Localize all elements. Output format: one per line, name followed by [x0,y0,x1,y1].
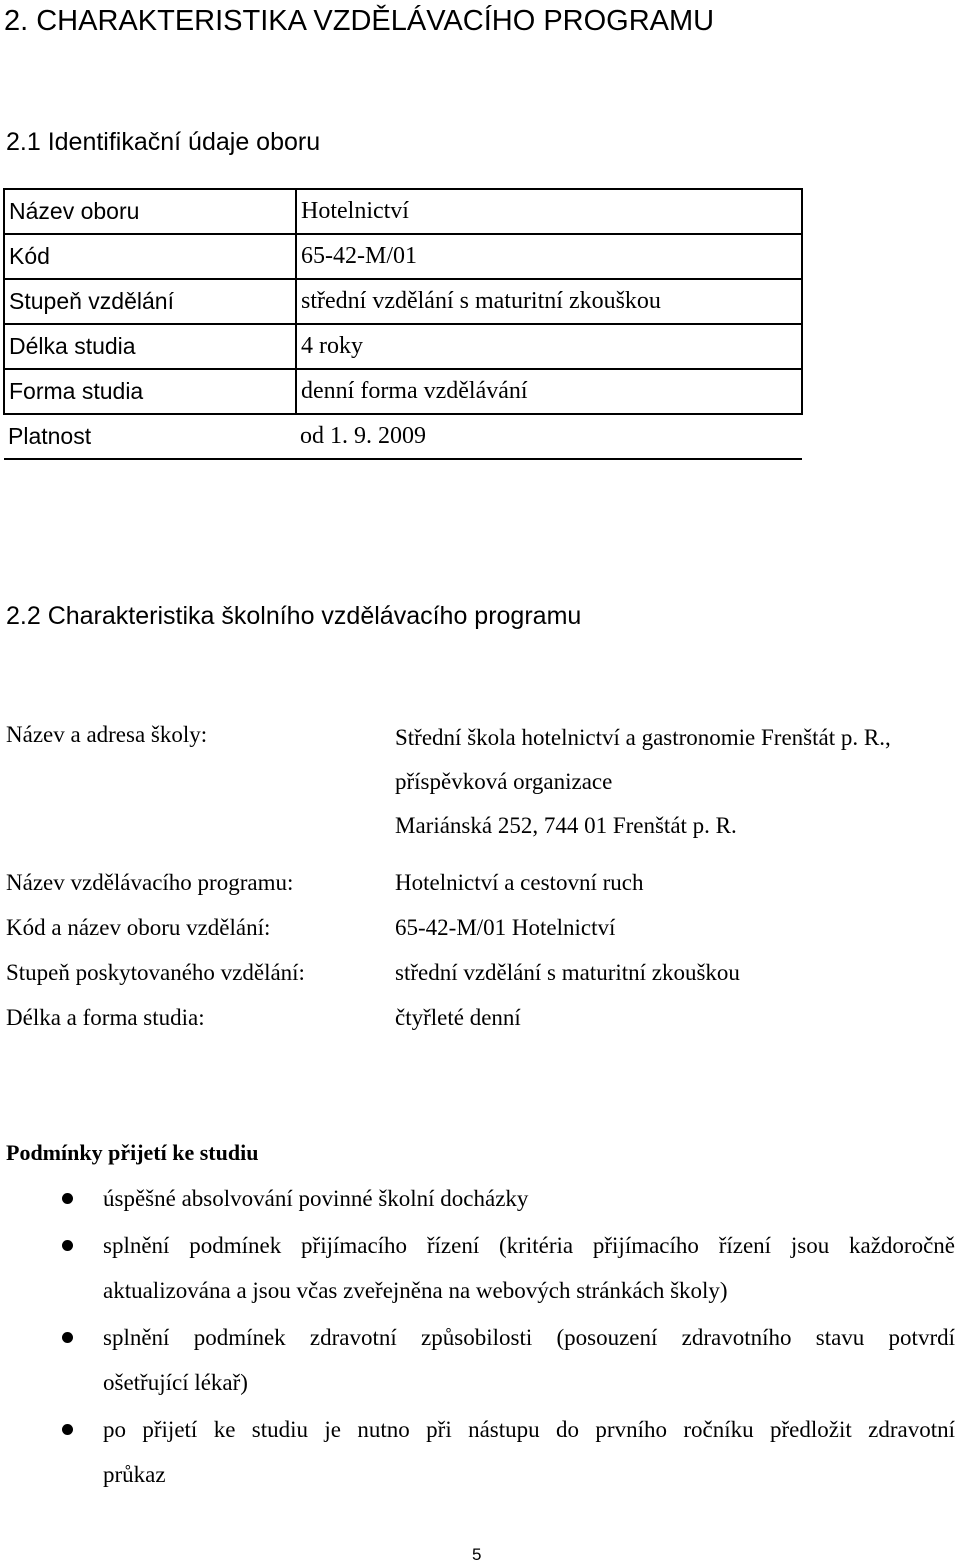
school-value-line-3: Mariánská 252, 744 01 Frenštát p. R. [395,813,737,838]
condition-item-3-line-2: ošetřující lékař) [103,1370,248,1395]
table-row [4,279,802,324]
condition-item-3-line-1: splnění podmínek zdravotní způsobilosti (posouzení zdravotního stavu potvrdí [103,1325,955,1350]
section-1-title: 2.1 Identifikační údaje oboru [6,128,321,156]
table-row [4,369,802,414]
row-value: denní forma vzdělávání [296,369,802,414]
level-value: střední vzdělání s maturitní zkouškou [395,960,740,985]
bullet-icon [62,1332,73,1343]
level-label: Stupeň poskytovaného vzdělání: [6,960,305,985]
condition-item-4-line-1: po přijetí ke studiu je nutno při nástupu do prvního ročníku předložit zdravotní [103,1417,955,1442]
row-value: Hotelnictví [296,189,802,234]
row-label: Kód [4,234,296,279]
table-row [4,324,802,369]
school-value-line-1: Střední škola hotelnictví a gastronomie Frenštát p. R., [395,725,891,750]
conditions-title: Podmínky přijetí ke studiu [6,1140,259,1165]
school-label: Název a adresa školy: [6,722,208,747]
bullet-icon [62,1193,73,1204]
condition-item-2-line-1: splnění podmínek přijímacího řízení (kritéria přijímacího řízení jsou každoročně [103,1233,955,1258]
identification-table [3,188,803,460]
condition-item-4-line-2: průkaz [103,1462,166,1487]
row-label: Forma studia [4,369,296,414]
chapter-title: 2. CHARAKTERISTIKA VZDĚLÁVACÍHO PROGRAMU [4,5,715,37]
row-value: střední vzdělání s maturitní zkouškou [296,279,802,324]
program-label: Název vzdělávacího programu: [6,870,294,895]
row-label: Délka studia [4,324,296,369]
row-label: Platnost [4,414,296,459]
bullet-icon [62,1424,73,1435]
table-row [4,189,802,234]
program-value: Hotelnictví a cestovní ruch [395,870,644,895]
length-label: Délka a forma studia: [6,1005,205,1030]
code-label: Kód a název oboru vzdělání: [6,915,271,940]
row-label: Název oboru [4,189,296,234]
table-row [4,234,802,279]
section-2-title: 2.2 Charakteristika školního vzdělávacího programu [6,602,582,630]
row-value: 4 roky [296,324,802,369]
condition-item-2-line-2: aktualizována a jsou včas zveřejněna na webových stránkách školy) [103,1278,728,1303]
code-value: 65-42-M/01 Hotelnictví [395,915,616,940]
condition-item-1: úspěšné absolvování povinné školní docházky [103,1186,529,1211]
bullet-icon [62,1240,73,1251]
length-value: čtyřleté denní [395,1005,521,1030]
table-row [4,414,802,459]
row-value: od 1. 9. 2009 [296,414,802,459]
row-label: Stupeň vzdělání [4,279,296,324]
row-value: 65-42-M/01 [296,234,802,279]
page-number: 5 [472,1545,482,1564]
school-value-line-2: příspěvková organizace [395,769,613,794]
